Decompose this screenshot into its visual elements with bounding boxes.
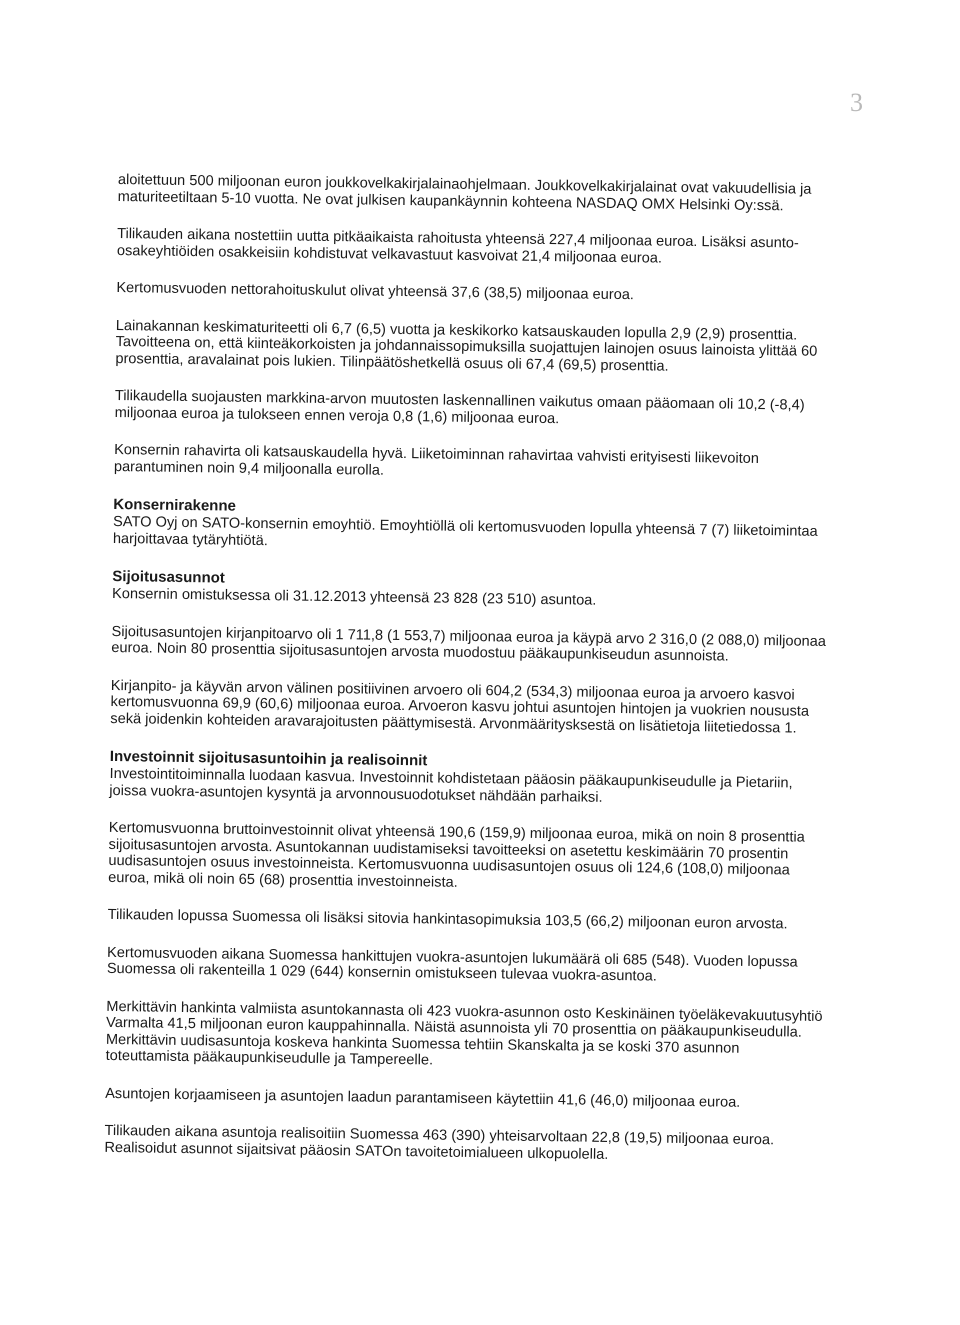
paragraph: Kertomusvuoden nettorahoituskulut olivat yhteensä 37,6 (38,5) miljoonaa euroa.: [116, 279, 635, 304]
paragraph: Investointitoiminnalla luodaan kasvua. Investoinnit kohdistetaan pääosin pääkaupunkiseudulle ja Pietariin, joissa vuokra-asuntojen kysyntä ja arvonnousuodotukset nähdään parhaiksi.: [109, 765, 793, 806]
paragraph: aloitettuun 500 miljoonan euron joukkovelkakirjalainaohjelmaan. Joukkovelkakirjalainat ovat vakuudellisia ja maturiteetiltaan 5-10 vuotta. Ne ovat julkisen kaupankäynnin kohteena NASDAQ OMX Helsinki Oy:ssä.: [117, 172, 812, 214]
paragraph: Kertomusvuonna bruttoinvestoinnit olivat yhteensä 190,6 (159,9) miljoonaa euroa, mikä on noin 8 prosenttia sijoitusasuntojen arvosta. Asuntokannan uudistamiseksi tavoitteeksi on asetettu keskimäärin 70 prosentin uudisasuntojen osuus investoinneista. Kertomusvuonna uudisasuntojen osuus oli 124,6 (108,0) miljoonaa euroa, mikä oli noin 65 (68) prosenttia investoinneista.: [108, 819, 805, 891]
paragraph: Tilikauden aikana nostettiin uutta pitkäaikaista rahoitusta yhteensä 227,4 miljoonaa euroa. Lisäksi asunto- osakeyhtiöiden osakkeisiin kohdistuvat velkavastuut kasvoivat 21,4 miljoonaa euroa.: [116, 225, 799, 267]
section-heading-sijoitusasunnot: Sijoitusasunnot: [112, 567, 225, 587]
paragraph: Asuntojen korjaamiseen ja asuntojen laadun parantamiseen käytettiin 41,6 (46,0) miljoonaa euroa.: [105, 1085, 741, 1111]
paragraph: Tilikauden aikana asuntoja realisoitiin Suomessa 463 (390) yhteisarvoltaan 22,8 (19,5) miljoonaa euroa. Realisoidut asunnot sijaitsivat pääosin SATOn tavoitetoimialueen ulkopuolella.: [104, 1122, 775, 1163]
paragraph: Tilikaudella suojausten markkina-arvon muutosten laskennallinen vaikutus omaan pääomaan oli 10,2 (-8,4) miljoonaa euroa ja tulokseen ennen veroja 0,8 (1,6) miljoonaa euroa.: [114, 387, 805, 427]
paragraph: Lainakannan keskimaturiteetti oli 6,7 (6,5) vuotta ja keskikorko katsauskauden lopulla 2,9 (2,9) prosenttia. Tavoitteena on, että kiinteäkorkoisten ja johdannaissopimuksilla suojattujen lainojen osuus lainoista ylittää 60 prosenttia, aravalainat pois lukien. Tilinpäätöshetkellä osuus oli 67,4 (69,5) prosenttia.: [115, 317, 818, 375]
paragraph: SATO Oyj on SATO-konsernin emoyhtiö. Emoyhtiöllä oli kertomusvuoden lopulla yhteensä 7 (7) liiketoimintaa harjoittavaa tytäryhtiötä.: [112, 513, 818, 549]
paragraph: Konsernin rahavirta oli katsauskaudella hyvä. Liiketoiminnan rahavirtaa vahvisti erityisesti liikevoiton parantuminen noin 9,4 miljoonalla eurolla.: [113, 441, 760, 479]
page-number: 3: [850, 88, 863, 117]
paragraph: Merkittävin hankinta valmiista asuntokannasta oli 423 vuokra-asunnon osto Keskinäinen työeläkevakuutusyhtiö Varmalta 41,5 miljoonan euron kauppahinnalla. Näistä asunnoista yli 70 prosenttia on pääkaupunkiseudulla. Merkittävin uudisasuntoja koskeva hankinta Suomessa tehtiin Skanskalta ja se koski 370 asunnon toteuttamista pääkaupunkiseudulle ja Tampereelle.: [105, 998, 823, 1069]
page-content: [104, 172, 908, 1188]
section-heading-konsernirakenne: Konsernirakenne: [113, 495, 237, 515]
section-heading-investoinnit: Investoinnit sijoitusasuntoihin ja realisoinnit: [109, 747, 428, 770]
paragraph: Tilikauden lopussa Suomessa oli lisäksi sitovia hankintasopimuksia 103,5 (66,2) miljoonan euron arvosta.: [107, 906, 788, 933]
paragraph: Konsernin omistuksessa oli 31.12.2013 yhteensä 23 828 (23 510) asuntoa.: [111, 585, 597, 609]
paragraph: Sijoitusasuntojen kirjanpitoarvo oli 1 711,8 (1 553,7) miljoonaa euroa ja käypä arvo 2 316,0 (2 088,0) miljoonaa euroa. Noin 80 prosenttia sijoitusasuntojen arvosta muodostuu pääkaupunkiseudun asunnoista.: [111, 623, 827, 665]
paragraph: Kirjanpito- ja käyvän arvon välinen positiivinen arvoero oli 604,2 (534,3) miljoonaa euroa ja arvoero kasvoi kertomusvuonna 69,9 (60,6) miljoonaa euroa. Arvoeron kasvu johtui asuntojen hintojen ja vuokrien noususta sekä joidenkin kohteiden aravarajoitusten päättymisestä. Arvonmääritysksestä on lisätietoja liitetiedossa 1.: [110, 677, 810, 737]
paragraph: Kertomusvuoden aikana Suomessa hankittujen vuokra-asuntojen lukumäärä oli 685 (548). Vuoden lopussa Suomessa oli rakenteilla 1 029 (644) konsernin omistukseen tulevaa vuokra-asuntoa.: [106, 944, 798, 985]
